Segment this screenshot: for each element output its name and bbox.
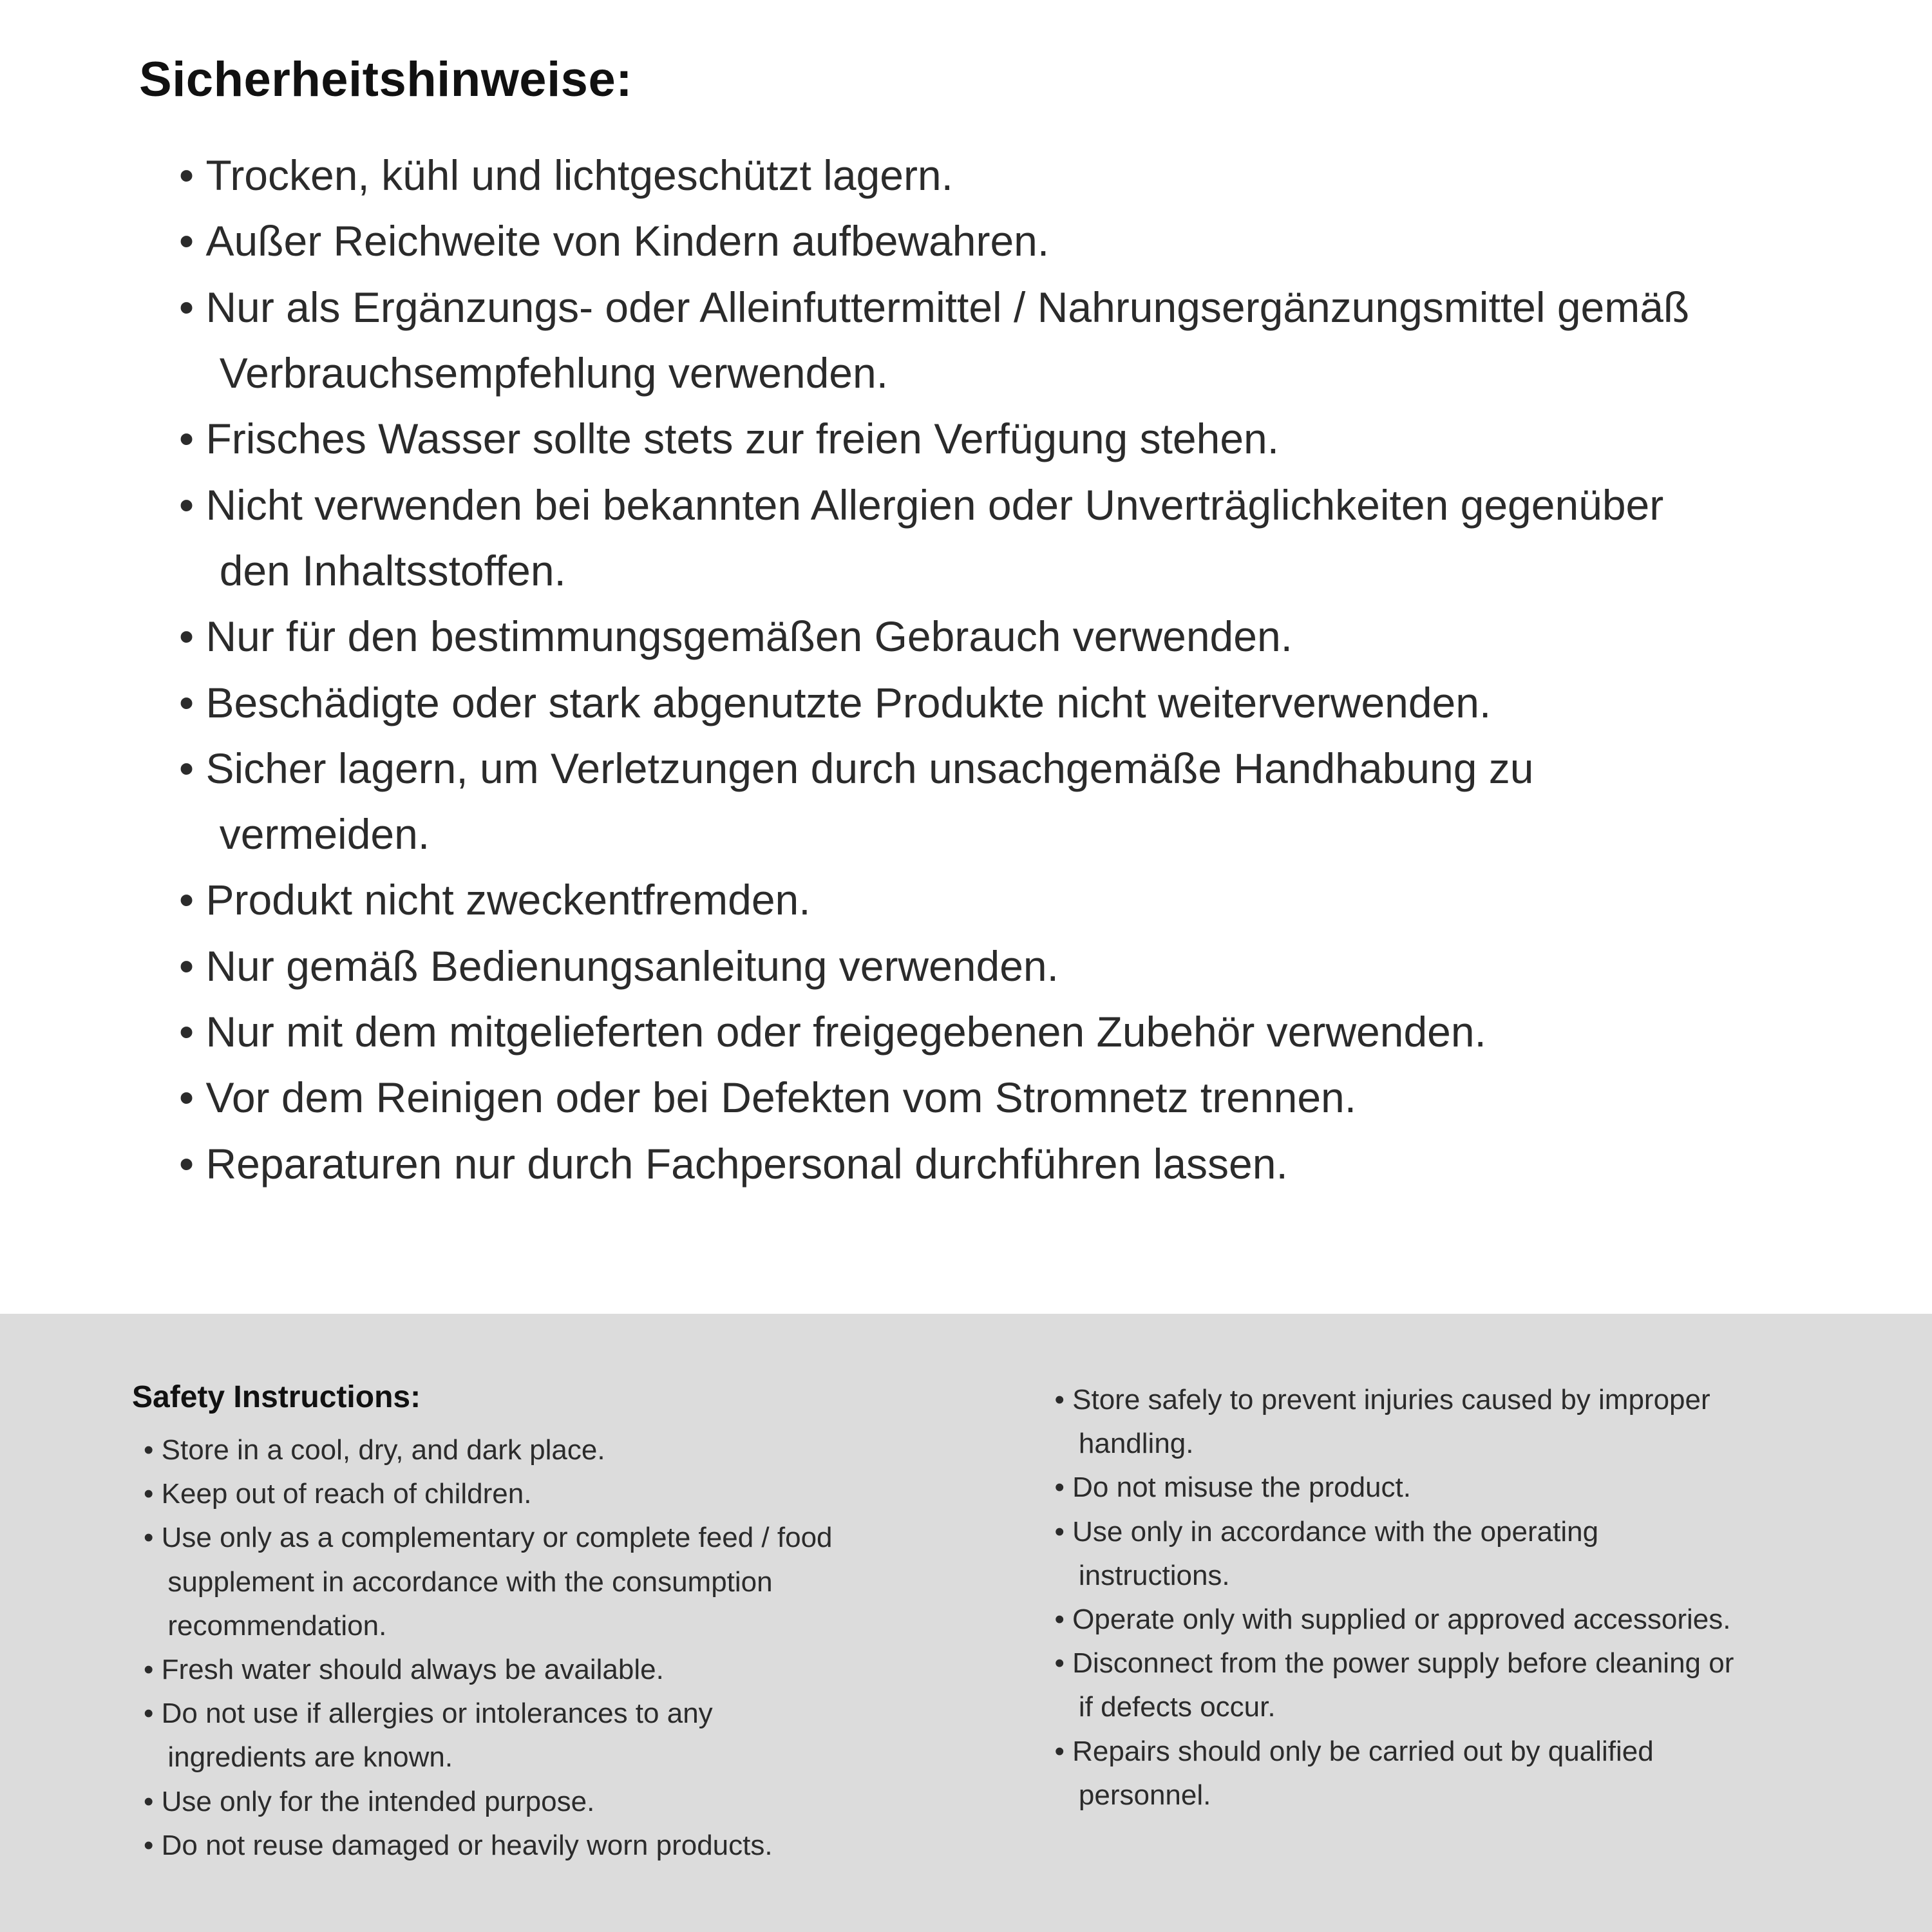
english-safety-item: • Do not misuse the product. — [1055, 1466, 1750, 1510]
english-safety-item: • Do not use if allergies or intolerances to any ingredients are known. — [144, 1692, 839, 1779]
german-safety-item: • Nur mit dem mitgelieferten oder freigegebenen Zubehör verwenden. — [179, 999, 1738, 1065]
english-right-column — [1055, 1378, 1836, 1932]
german-safety-item: • Produkt nicht zweckentfremden. — [179, 867, 1738, 933]
english-safety-item: • Keep out of reach of children. — [144, 1472, 839, 1516]
english-left-column — [132, 1378, 913, 1932]
english-safety-item: • Store in a cool, dry, and dark place. — [144, 1428, 839, 1472]
english-safety-item: • Use only as a complementary or complete feed / food supplement in accordance with the consumption recommendation. — [144, 1516, 839, 1648]
english-safety-item: • Do not reuse damaged or heavily worn products. — [144, 1824, 839, 1868]
english-section-title: Safety Instructions: — [132, 1380, 421, 1414]
german-safety-item: • Frisches Wasser sollte stets zur freien Verfügung stehen. — [179, 406, 1738, 471]
german-safety-item: • Trocken, kühl und lichtgeschützt lagern. — [179, 142, 1738, 208]
english-safety-item: • Disconnect from the power supply before cleaning or if defects occur. — [1055, 1642, 1750, 1729]
english-safety-item: • Fresh water should always be available. — [144, 1648, 839, 1692]
english-safety-item: • Use only for the intended purpose. — [144, 1780, 839, 1824]
english-safety-section — [0, 1314, 1932, 1932]
german-safety-item: • Nur gemäß Bedienungsanleitung verwenden. — [179, 933, 1738, 999]
german-section-title: Sicherheitshinweise: — [139, 52, 633, 107]
english-safety-item: • Operate only with supplied or approved accessories. — [1055, 1598, 1750, 1642]
english-safety-item: • Use only in accordance with the operating instructions. — [1055, 1510, 1750, 1598]
english-safety-list-left — [132, 1428, 839, 1868]
german-safety-item: • Nur für den bestimmungsgemäßen Gebrauch verwenden. — [179, 603, 1738, 669]
german-safety-item: • Nicht verwenden bei bekannten Allergien oder Unverträglichkeiten gegenüber den Inhaltsstoffen. — [179, 472, 1738, 604]
english-safety-item: • Store safely to prevent injuries caused by improper handling. — [1055, 1378, 1750, 1466]
german-safety-item: • Nur als Ergänzungs- oder Alleinfuttermittel / Nahrungsergänzungsmittel gemäß Verbrauchsempfehlung verwenden. — [179, 274, 1738, 406]
german-safety-item: • Sicher lagern, um Verletzungen durch unsachgemäße Handhabung zu vermeiden. — [179, 735, 1738, 867]
german-safety-item: • Vor dem Reinigen oder bei Defekten vom Stromnetz trennen. — [179, 1065, 1738, 1130]
german-safety-list — [139, 142, 1738, 1197]
english-safety-item: • Repairs should only be carried out by qualified personnel. — [1055, 1730, 1750, 1817]
german-safety-item: • Außer Reichweite von Kindern aufbewahren. — [179, 208, 1738, 274]
english-safety-list-right — [1055, 1378, 1750, 1817]
german-safety-item: • Beschädigte oder stark abgenutzte Produkte nicht weiterverwenden. — [179, 670, 1738, 735]
german-safety-item: • Reparaturen nur durch Fachpersonal durchführen lassen. — [179, 1131, 1738, 1197]
